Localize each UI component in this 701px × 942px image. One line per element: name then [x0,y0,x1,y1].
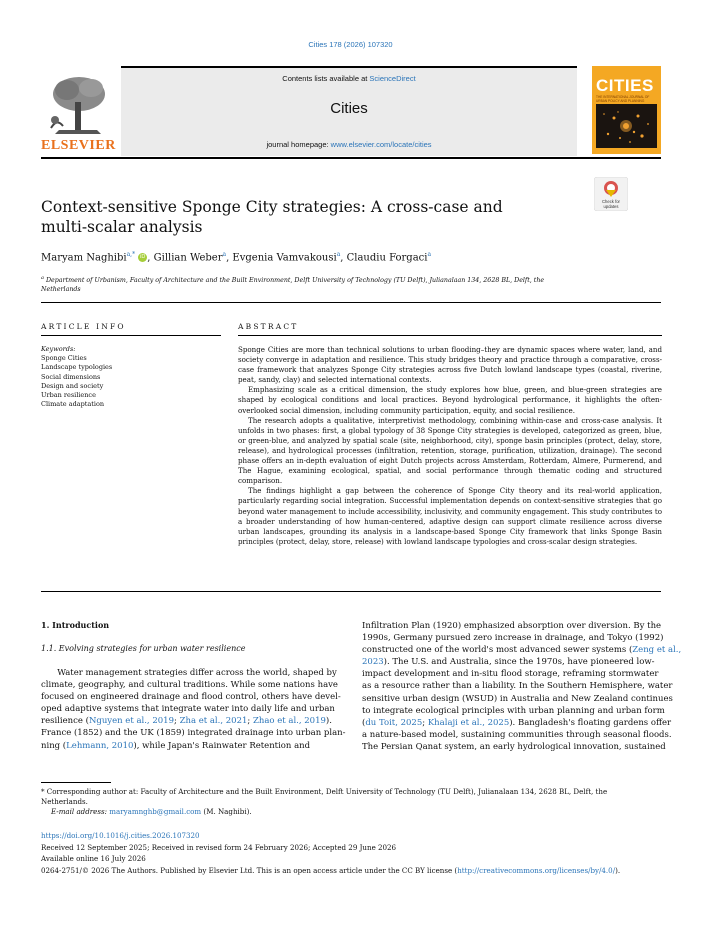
body-text: Infiltration Plan (1920) emphasized absorption over diversion. By the [362,621,662,631]
body-text: France (1852) and the UK (1859) integrated drainage into urban plan- [41,728,346,739]
citation-link[interactable]: 2023 [362,657,384,668]
citation-link[interactable]: Zeng et al., [632,645,682,656]
citation-link[interactable]: Khalaji et al., 2025 [427,717,510,728]
body-text: resilience ( [41,716,89,727]
footnote-line-1: * Corresponding author at: Faculty of Architecture and the Built Environment, Delft University of Technology (TU Delft), Julianalaan 134, 2628 BL, Delft, the [41,787,608,796]
crossmark-label-1: Check for [602,199,620,204]
footnote-rule [41,782,111,783]
author-affiliation-sup[interactable]: a [427,251,432,258]
body-text: a nature-based model, sustaining communities through seasonal floods. [362,729,672,740]
body-text-line [41,715,340,727]
body-left-column [41,667,346,752]
contents-prefix: Contents lists available at [282,74,370,83]
body-text: sensitive urban design (WSUD) in Australia and New Zealand continues [362,693,673,704]
affiliation-sup: a [41,275,44,281]
abstract-heading: ABSTRACT [238,322,299,331]
license-text: 0264-2751/© 2026 The Authors. Published by Elsevier Ltd. This is an open access article under the CC BY license ( [41,866,458,876]
section-heading-introduction: 1. Introduction [41,620,110,630]
body-text: impact development and in-situ flood storage, reframing stormwater [362,669,659,680]
author-affiliation-sup[interactable]: a [222,251,227,258]
article-info-heading: ARTICLE INFO [41,322,126,331]
journal-cover-image[interactable] [592,66,661,154]
email-label: E-mail address: [51,807,110,816]
body-text: ). [325,716,332,727]
body-text-line [362,705,665,717]
body-text: focused on engineered drainage and flood control, others have devel- [41,692,341,703]
body-text: as a resource rather than a liability. In the Southern Hemisphere, water [362,681,673,692]
available-online-date: Available online 16 July 2026 [41,854,146,864]
author-separator: , [226,252,233,264]
body-text: ning ( [41,740,67,751]
author-name[interactable]: Evgenia Vamvakousi [232,252,337,264]
abstract-paragraph: Emphasizing scale as a critical dimension, the study explores how blue, green, and blue-green strategies are shaped by ecological conditions and local practices. Beyond hydrological performance, it highlights the often-overlooked social dimension, including community participation, equity, and social resilience. [238,385,662,415]
keyword: Design and society [41,381,104,390]
body-text: climate, geography, and cultural traditions. While some nations have [41,680,338,691]
doi-link[interactable]: https://doi.org/10.1016/j.cities.2026.107320 [41,831,200,840]
citation-link[interactable]: Zhao et al., 2019 [252,716,326,727]
journal-header [41,66,661,158]
email-link[interactable]: maryamnghb@gmail.com [109,807,202,816]
author-separator: , [147,252,154,264]
article-title [41,197,561,237]
keyword: Social dimensions [41,372,101,381]
affiliation-line-2: Netherlands [41,286,81,294]
article-title-line-1: Context-sensitive Sponge City strategies: A cross-case and [41,198,503,216]
license-link[interactable]: http://creativecommons.org/licenses/by/4.0/ [457,866,616,876]
citation-separator: ; [422,717,428,728]
keyword: Landscape typologies [41,363,113,372]
orcid-icon[interactable]: iD [140,254,146,261]
body-text-line [362,656,661,668]
body-text-line [41,691,340,703]
subsection-heading: 1.1. Evolving strategies for urban water resilience [41,644,246,653]
check-for-updates-badge[interactable] [594,177,628,211]
affiliation-line-1: Department of Urbanism, Faculty of Architecture and the Built Environment, Delft University of Technology (TU Delft), Julianalaan 134, 2628 BL, Delft, the [46,277,545,285]
body-text-line [41,679,340,691]
corresponding-author-footnote [41,787,661,817]
header-divider [41,157,661,159]
body-text-line [41,740,340,752]
article-info-rule [41,335,221,336]
abstract-end-divider [41,591,661,592]
article-title-line-2: multi-scalar analysis [41,218,203,236]
body-text-line [362,717,672,729]
body-text-line [362,668,661,680]
citation-separator: ; [173,716,180,727]
body-text: 1990s, Germany pursued zero increase in drainage, and Tokyo (1992) [362,633,664,644]
body-text-line [362,620,661,632]
citation-link[interactable]: Zha et al., 2021 [179,716,248,727]
abstract-body [238,345,662,547]
body-text-line [41,667,340,679]
body-text: ( [362,717,366,728]
body-text: constructed one of the world's most advanced sewer systems ( [362,645,633,656]
keyword: Sponge Cities [41,354,87,362]
citation-link[interactable]: Lehmann, 2010 [66,740,134,751]
body-text-line [362,729,672,741]
author-name[interactable]: Gillian Weber [153,252,223,264]
citation-link[interactable]: Nguyen et al., 2019 [88,716,174,727]
author-list [41,251,431,263]
keyword: Climate adaptation [41,400,105,409]
body-text: Water management strategies differ across the world, shaped by [41,668,337,678]
journal-name: Cities [330,100,368,117]
body-right-column [362,620,682,753]
body-text: to integrate ecological principles with urban planning and urban form [362,705,665,716]
cover-city-lights-image [596,104,657,148]
keywords-list [41,354,112,410]
body-text: ). The U.S. and Australia, since the 1970s, have pioneered low- [383,657,655,668]
body-text-line [41,727,346,739]
footnote-line-2: Netherlands. [41,797,88,806]
body-text: ). Bangladesh's floating gardens offer [509,717,672,728]
body-text-line [362,680,673,692]
body-text-line [362,693,673,705]
author-name[interactable]: Claudiu Forgaci [346,252,428,264]
body-text-line [362,741,666,753]
received-dates: Received 12 September 2025; Received in revised form 24 February 2026; Accepted 29 June 2026 [41,842,397,852]
license-suffix: ). [615,866,621,876]
citation-separator: ; [247,716,253,727]
abstract-paragraph: The findings highlight a gap between the coherence of Sponge City theory and its real-world application, particularly regarding social integration. Successful implementation depends on context-sensitive strategies that go beyond water management to include accessibility, inclusivity, and community engagement. This study contributes to a broader understanding of how human-centered, adaptive design can support climate resilience across diverse urban landscapes, grounding its analysis in a landscape-based Sponge City framework that links Sponge Basin principles (protect, delay, store, release) with lowland landscape typologies and cross-scalar design strategies. [238,486,662,546]
email-suffix: (M. Naghibi). [201,807,252,816]
sciencedirect-link[interactable]: ScienceDirect [369,74,416,83]
cover-title: CITIES [596,76,654,95]
abstract-paragraph: Sponge Cities are more than technical solutions to urban flooding–they are dynamic spaces where water, land, and society converge in adaptation and resilience. This study bridges theory and practice through a comparative, cross-case framework that analyzes Sponge City strategies across five Dutch lowland landscape types (coastal, riverine, peat, sandy, clay) and selected international contexts. [238,345,662,385]
author-affiliation [41,274,571,294]
author-affiliation-sup[interactable]: a,* [126,251,136,258]
elsevier-wordmark: ELSEVIER [41,138,116,153]
author-affiliation-sup[interactable]: a [336,251,341,258]
abstract-paragraph: The research adopts a qualitative, interpretivist methodology, combining within-case and cross-case analysis. It unfolds in two phases: first, a global typology of 38 Sponge City strategies is developed, categorized as green, blue, or green-blue, and analyzed by spatial scale (site, neighborhood, city), sponge basin principles (protect, delay, store, release), and hydrological processes (infiltration, retention, storage, purification, utilization, drainage). The second phase offers an in-depth evaluation of eight Dutch projects across Amsterdam, Rotterdam, Almere, Purmerend, and The Hague, examining ecological, spatial, and social performance through thematic coding and structured comparison. [238,415,662,486]
homepage-prefix: journal homepage: [266,140,331,149]
crossmark-label-2: updates [603,204,619,209]
cover-subtitle: THE INTERNATIONAL JOURNAL OF URBAN POLICY AND PLANNING [596,95,650,103]
author-separator: , [340,252,347,264]
journal-banner [121,66,577,156]
journal-homepage [121,140,577,149]
affiliation-divider [41,302,661,303]
journal-reference[interactable]: Cities 178 (2026) 107320 [308,40,393,49]
homepage-link[interactable]: www.elsevier.com/locate/cities [330,140,432,149]
keywords-label: Keywords: [41,345,76,353]
citation-link[interactable]: du Toit, 2025 [365,717,423,728]
publication-info [41,830,661,877]
contents-availability [121,74,577,83]
abstract-rule [238,335,662,336]
keyword: Urban resilience [41,391,96,400]
body-text-line [41,703,340,715]
body-text-line [362,632,664,644]
body-text: The Persian Qanat system, an early hydrological innovation, sustained [362,741,666,752]
body-text: oped adaptive systems that integrate water into daily life and urban [41,704,335,715]
author-name[interactable]: Maryam Naghibi [41,252,127,264]
body-text: ), while Japan's Rainwater Retention and [133,740,311,751]
body-text-line [362,644,682,656]
